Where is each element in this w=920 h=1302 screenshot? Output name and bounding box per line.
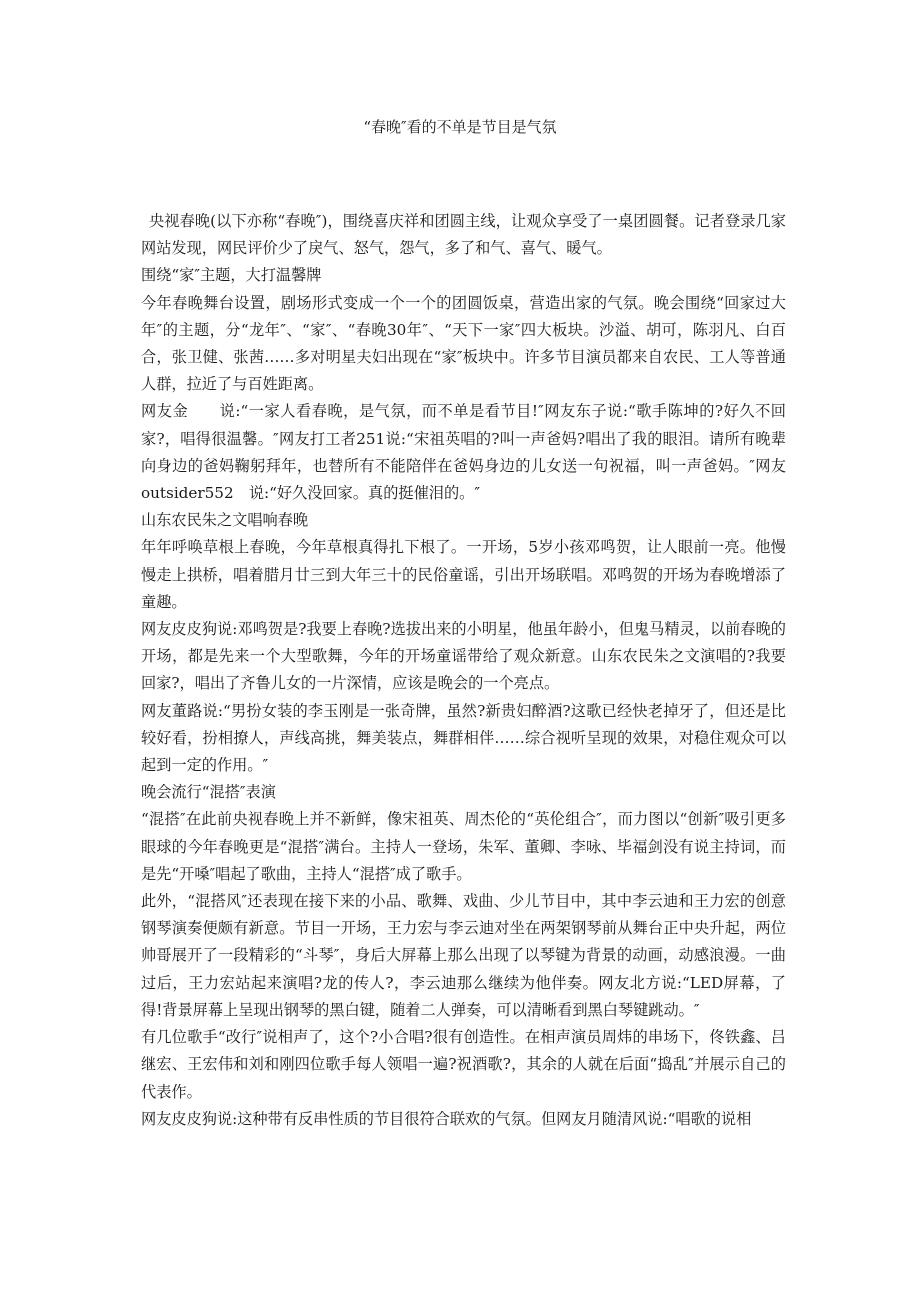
intro-paragraph: 央视春晚(以下亦称“春晚″)，围绕喜庆祥和团圆主线，让观众享受了一桌团圆餐。记者登录几家网站发现，网民评价少了戾气、怒气，怨气，多了和气、喜气、暖气。 [141, 212, 786, 258]
paragraph-netizen-comments-3: 网友董路说:“男扮女装的李玉刚是一张奇牌，虽然?新贵妇醉酒?这歌已经快老掉牙了，但还是比较好看，扮相撩人，声线高挑，舞美装点，舞群相伴……综合视听呈现的效果，对稳住观众可以起到一定的作用。″ [141, 701, 786, 775]
document-title: “春晚″看的不单是节目是气氛 [363, 118, 557, 136]
paragraph-singers-crosstalk: 有几位歌手“改行″说相声了，这个?小合唱?很有创造性。在相声演员周炜的串场下，佟铁鑫、吕继宏、王宏伟和刘和刚四位歌手每人领唱一遍?祝酒歌?，其余的人就在后面“捣乱″并展示自己的代表作。 [141, 1028, 786, 1101]
paragraph-netizen-comments-4: 网友皮皮狗说:这种带有反串性质的节目很符合联欢的气氛。但网友月随清风说:“唱歌的说相 [141, 1109, 752, 1128]
paragraph-netizen-comments-1: 网友金 说:“一家人看春晚，是气氛，而不单是看节目!″网友东子说:“歌手陈坤的?好久不回家?，唱得很温馨。″网友打工者251说:“宋祖英唱的?叫一声爸妈?唱出了我的眼泪。请所有晚辈向身边的爸妈鞠躬拜年，也替所有不能陪伴在爸妈身边的儿女送一句祝福，叫一声爸妈。″网友outsider552 说:“好久没回家。真的挺催泪的。″ [141, 402, 786, 503]
section-heading-farmer: 山东农民朱之文唱响春晚 [141, 511, 309, 530]
document-body [141, 208, 786, 1133]
paragraph-netizen-comments-2: 网友皮皮狗说:邓鸣贺是?我要上春晚?选拔出来的小明星，他虽年龄小，但鬼马精灵，以前春晚的开场，都是先来一个大型歌舞，今年的开场童谣带给了观众新意。山东农民朱之文演唱的?我要回家?，唱出了齐鲁儿女的一片深情，应该是晚会的一个亮点。 [141, 620, 786, 693]
paragraph-mashup-hosts: “混搭″在此前央视春晚上并不新鲜，像宋祖英、周杰伦的“英伦组合″，而力图以“创新″吸引更多眼球的今年春晚更是“混搭″满台。主持人一登场，朱军、董卿、李咏、毕福剑没有说主持词，而是先“开嗓″唱起了歌曲，主持人“混搭″成了歌手。 [141, 810, 786, 883]
paragraph-piano: 此外，“混搭风″还表现在接下来的小品、歌舞、戏曲、少儿节目中，其中李云迪和王力宏的创意钢琴演奏便颇有新意。节目一开场，王力宏与李云迪对坐在两架钢琴前从舞台正中央升起，两位帅哥展开了一段精彩的“斗琴″，身后大屏幕上那么出现了以琴键为背景的动画，动感浪漫。一曲过后，王力宏站起来演唱?龙的传人?，李云迪那么继续为他伴奏。网友北方说:“LED屏幕，了得!背景屏幕上呈现出钢琴的黑白键，随着二人弹奏，可以清晰看到黑白琴键跳动。″ [141, 892, 786, 1019]
paragraph-stage: 今年春晚舞台设置，剧场形式变成一个一个的团圆饭桌，营造出家的气氛。晚会围绕“回家过大年″的主题，分“龙年″、“家″、“春晚30年″、“天下一家″四大板块。沙溢、胡可，陈羽凡、白百合，张卫健、张茜……多对明星夫妇出现在“家″板块中。许多节目演员都来自农民、工人等普通人群，拉近了与百姓距离。 [141, 293, 786, 394]
section-heading-home: 围绕“家″主题，大打温馨牌 [141, 266, 322, 285]
paragraph-grassroots: 年年呼唤草根上春晚，今年草根真得扎下根了。一开场，5岁小孩邓鸣贺，让人眼前一亮。他慢慢走上拱桥，唱着腊月廿三到大年三十的民俗童谣，引出开场联唱。邓鸣贺的开场为春晚增添了童趣。 [141, 538, 786, 611]
section-heading-mashup: 晚会流行“混搭″表演 [141, 783, 276, 802]
